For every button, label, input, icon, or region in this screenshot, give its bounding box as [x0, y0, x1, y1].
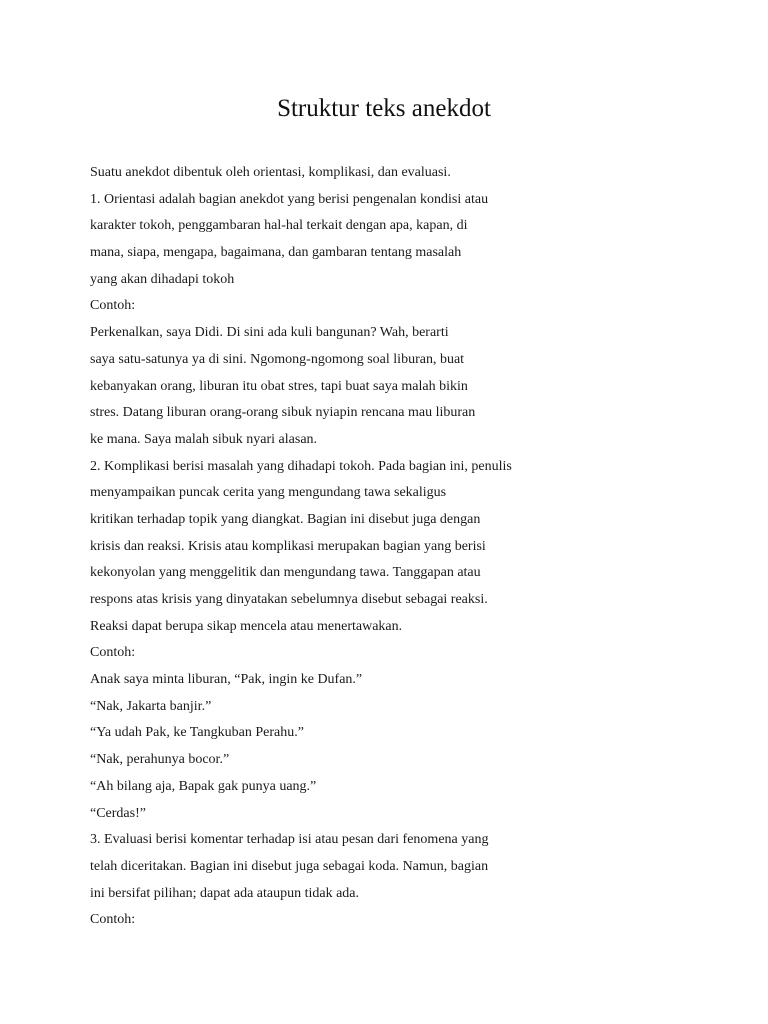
evaluasi-line-3: ini bersifat pilihan; dapat ada ataupun tidak ada. [90, 885, 360, 901]
evaluasi-line-1: 3. Evaluasi berisi komentar terhadap isi atau pesan dari fenomena yang [90, 832, 489, 848]
evaluasi-line-2: telah diceritakan. Bagian ini disebut juga sebagai koda. Namun, bagian [90, 858, 489, 874]
orientasi-line-2: karakter tokoh, penggambaran hal-hal terkait dengan apa, kapan, di [90, 218, 468, 234]
dialogue-line-5: “Ah bilang aja, Bapak gak punya uang.” [90, 778, 317, 794]
komplikasi-line-7: Reaksi dapat berupa sikap mencela atau menertawakan. [90, 618, 403, 634]
orientasi-example-line-1: Perkenalkan, saya Didi. Di sini ada kuli bangunan? Wah, berarti [90, 325, 449, 341]
orientasi-line-1: 1. Orientasi adalah bagian anekdot yang berisi pengenalan kondisi atau [90, 191, 489, 207]
orientasi-example-line-2: saya satu-satunya ya di sini. Ngomong-ngomong soal liburan, buat [90, 351, 465, 367]
orientasi-line-4: yang akan dihadapi tokoh [90, 271, 235, 287]
dialogue-line-6: “Cerdas!” [90, 805, 146, 821]
document-body [90, 160, 730, 934]
dialogue-line-1: Anak saya minta liburan, “Pak, ingin ke Dufan.” [90, 672, 363, 688]
komplikasi-example-label: Contoh: [90, 645, 136, 661]
orientasi-example-label: Contoh: [90, 298, 136, 314]
komplikasi-line-5: kekonyolan yang menggelitik dan mengundang tawa. Tanggapan atau [90, 565, 481, 581]
dialogue-line-2: “Nak, Jakarta banjir.” [90, 698, 212, 714]
evaluasi-example-label: Contoh: [90, 912, 136, 928]
intro-line: Suatu anekdot dibentuk oleh orientasi, komplikasi, dan evaluasi. [90, 165, 451, 180]
document-title: Struktur teks anekdot [277, 95, 491, 122]
komplikasi-line-3: kritikan terhadap topik yang diangkat. Bagian ini disebut juga dengan [90, 511, 481, 527]
dialogue-line-3: “Ya udah Pak, ke Tangkuban Perahu.” [90, 725, 304, 741]
dialogue-line-4: “Nak, perahunya bocor.” [90, 752, 230, 768]
komplikasi-line-2: menyampaikan puncak cerita yang mengundang tawa sekaligus [90, 485, 447, 501]
orientasi-example-line-5: ke mana. Saya malah sibuk nyari alasan. [90, 431, 318, 447]
orientasi-line-3: mana, siapa, mengapa, bagaimana, dan gambaran tentang masalah [90, 245, 462, 261]
komplikasi-line-6: respons atas krisis yang dinyatakan sebelumnya disebut sebagai reaksi. [90, 592, 488, 607]
komplikasi-line-1: 2. Komplikasi berisi masalah yang dihadapi tokoh. Pada bagian ini, penulis [90, 458, 512, 474]
komplikasi-line-4: krisis dan reaksi. Krisis atau komplikasi merupakan bagian yang berisi [90, 538, 486, 554]
orientasi-example-line-4: stres. Datang liburan orang-orang sibuk nyiapin rencana mau liburan [90, 405, 476, 421]
orientasi-example-line-3: kebanyakan orang, liburan itu obat stres, tapi buat saya malah bikin [90, 378, 468, 394]
